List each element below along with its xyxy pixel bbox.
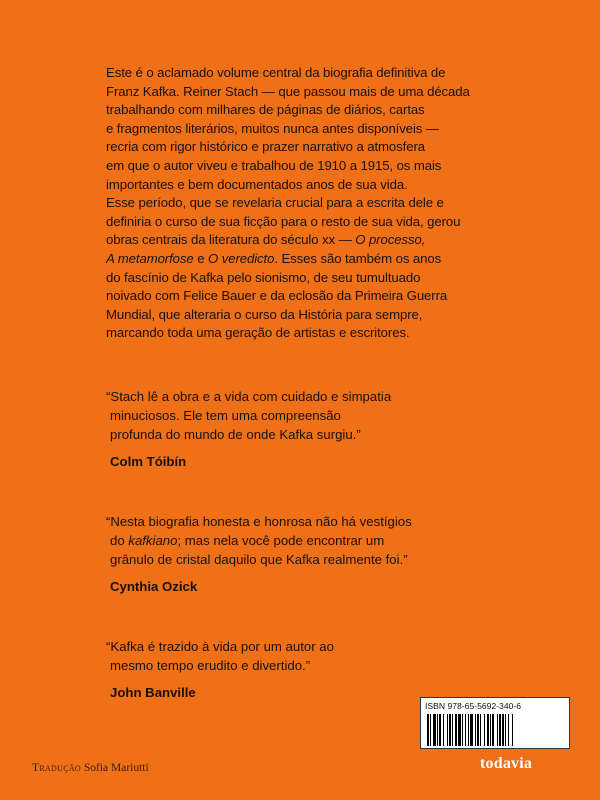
blurb-text: . Esses são também os anos [274, 250, 442, 266]
back-cover-blurb [106, 64, 546, 343]
quote-john-banville [106, 637, 536, 702]
quote-line: mesmo tempo erudito e divertido.” [110, 658, 311, 673]
quote-text-part: do [110, 533, 129, 548]
quote-line: minuciosos. Ele tem uma compreensão [110, 408, 341, 423]
quote-cynthia-ozick [106, 512, 536, 596]
blurb-line [106, 231, 546, 250]
quote-author: Colm Tóibín [110, 454, 187, 469]
blurb-line: noivado com Felice Bauer e da eclosão da Primeira Guerra [106, 288, 448, 304]
blurb-text: e [193, 250, 209, 266]
quote-line: “Stach lê a obra e a vida com cuidado e simpatia [106, 389, 392, 404]
book-title-o-veredicto: O veredicto [208, 250, 275, 266]
blurb-line: em que o autor viveu e trabalhou de 1910 a 1915, os mais [106, 157, 442, 173]
isbn-barcode [420, 697, 570, 749]
blurb-line: trabalhando com milhares de páginas de diários, cartas [106, 102, 425, 118]
blurb-line [106, 250, 546, 269]
blurb-line: Este é o aclamado volume central da biografia definitiva de [106, 65, 446, 80]
quote-line: “Nesta biografia honesta e honrosa não há vestígios [106, 514, 412, 529]
quote-emphasis: kafkiano [128, 533, 178, 548]
blurb-line: Franz Kafka. Reiner Stach — que passou mais de uma década [106, 83, 470, 99]
quote-text-part: ; mas nela você pode encontrar um [177, 533, 385, 548]
book-title-o-processo: O processo, [355, 232, 426, 248]
blurb-line: do fascínio de Kafka pelo sionismo, de seu tumultuado [106, 269, 421, 285]
quote-colm-toibin [106, 387, 536, 471]
quote-line [106, 531, 536, 550]
translator-credit [32, 762, 149, 774]
blurb-line: Esse período, que se revelaria crucial para a escrita dele e [106, 195, 444, 211]
blurb-line: e fragmentos literários, muitos nunca antes disponíveis — [106, 120, 439, 136]
quote-line: “Kafka é trazido à vida por um autor ao [106, 639, 334, 654]
publisher-logo: todavia [480, 755, 533, 772]
blurb-line: Mundial, que alteraria o curso da História para sempre, [106, 306, 423, 322]
blurb-line: recria com rigor histórico e prazer narrativo a atmosfera [106, 139, 425, 155]
barcode-icon [427, 714, 563, 746]
translator-name: Sofia Mariutti [83, 762, 149, 774]
quote-text [106, 387, 536, 444]
blurb-line: importantes e bem documentados anos de sua vida. [106, 176, 408, 192]
quote-author: Cynthia Ozick [110, 579, 198, 594]
isbn-number: ISBN 978-65-5692-340-6 [425, 701, 522, 711]
blurb-line: marcando toda uma geração de artistas e escritores. [106, 325, 410, 341]
quote-text [106, 512, 536, 569]
quote-line: grânulo de cristal daquilo que Kafka realmente foi.” [110, 552, 408, 567]
book-title-a-metamorfose: A metamorfose [106, 250, 194, 266]
translator-role: Tradução [32, 762, 81, 774]
blurb-line: definiria o curso de sua ficção para o resto de sua vida, gerou [106, 213, 461, 229]
quote-text [106, 637, 536, 675]
quote-author: John Banville [110, 685, 196, 700]
quote-line: profunda do mundo de onde Kafka surgiu.” [110, 427, 361, 442]
blurb-text: obras centrais da literatura do século xx — [106, 232, 356, 248]
